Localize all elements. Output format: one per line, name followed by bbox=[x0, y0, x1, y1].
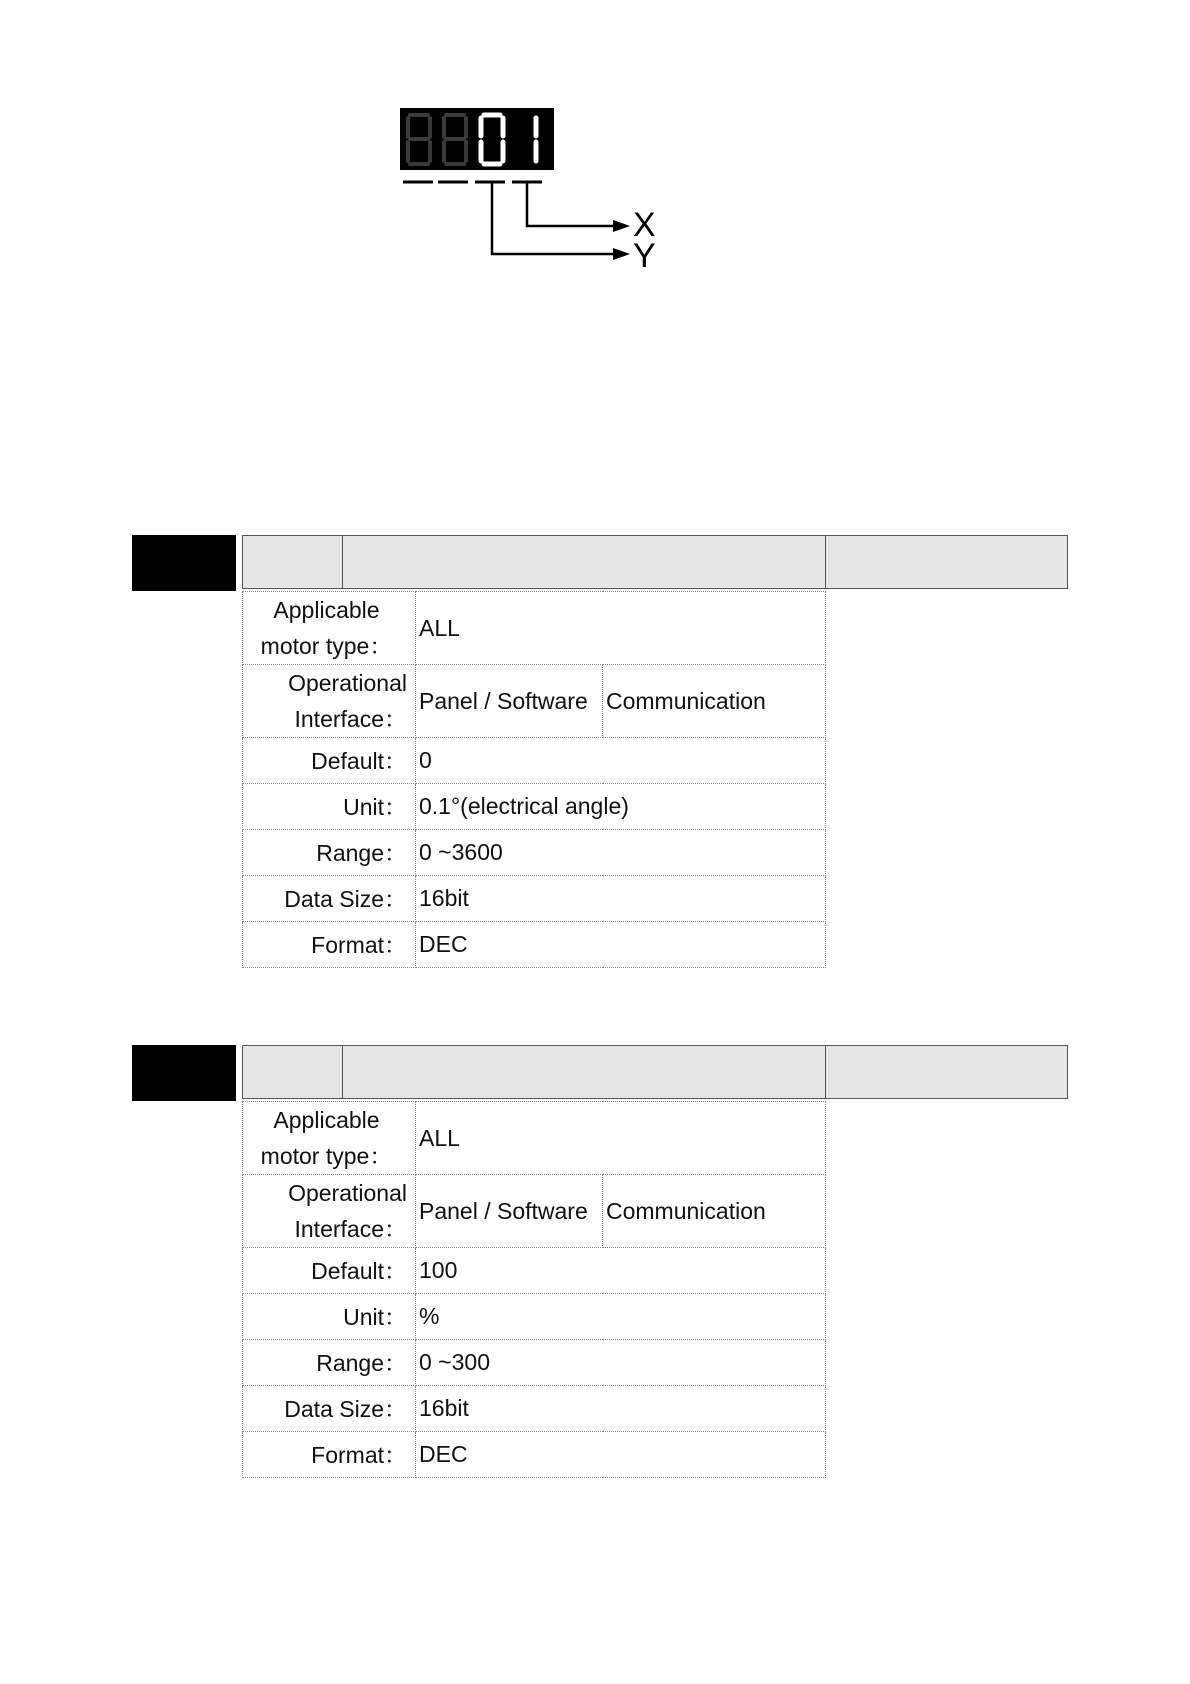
header-divider bbox=[825, 536, 826, 588]
range-value: 0 ~3600 bbox=[416, 830, 826, 876]
range-value: 0 ~300 bbox=[416, 1340, 826, 1386]
table-row bbox=[243, 1340, 826, 1386]
x-label: X bbox=[633, 206, 656, 244]
data-size-value: 16bit bbox=[416, 1386, 826, 1432]
label-line: motor type： bbox=[260, 1143, 393, 1169]
seven-segment-diagram bbox=[400, 108, 700, 268]
data-size-label: Data Size： bbox=[243, 1386, 416, 1432]
format-label: Format： bbox=[243, 922, 416, 968]
table-row bbox=[243, 922, 826, 968]
table-row bbox=[243, 1102, 826, 1175]
table-row bbox=[243, 592, 826, 665]
param-code-tab bbox=[132, 535, 236, 591]
format-value: DEC bbox=[416, 1432, 826, 1478]
y-arrow-head bbox=[613, 248, 630, 260]
param-header-bar bbox=[242, 535, 1068, 589]
x-arrow-head bbox=[613, 220, 630, 232]
motor-type-label bbox=[243, 1102, 416, 1175]
x-arrow bbox=[527, 182, 615, 226]
interface-communication: Communication bbox=[603, 1175, 826, 1248]
table-row bbox=[243, 1294, 826, 1340]
data-size-label: Data Size： bbox=[243, 876, 416, 922]
param-table bbox=[242, 591, 826, 968]
label-line: Applicable bbox=[273, 597, 380, 623]
label-line: Interface： bbox=[294, 1216, 407, 1242]
range-label: Range： bbox=[243, 830, 416, 876]
table-row bbox=[243, 784, 826, 830]
label-line: motor type： bbox=[260, 633, 393, 659]
param-header-bar bbox=[242, 1045, 1068, 1099]
interface-label bbox=[243, 665, 416, 738]
unit-label: Unit： bbox=[243, 1294, 416, 1340]
format-label: Format： bbox=[243, 1432, 416, 1478]
param-code-tab bbox=[132, 1045, 236, 1101]
table-row bbox=[243, 876, 826, 922]
header-divider bbox=[342, 1046, 343, 1098]
motor-type-value: ALL bbox=[416, 1102, 826, 1175]
unit-value: 0.1°(electrical angle) bbox=[416, 784, 826, 830]
interface-panel-software: Panel / Software bbox=[416, 1175, 603, 1248]
default-value: 0 bbox=[416, 738, 826, 784]
range-label: Range： bbox=[243, 1340, 416, 1386]
interface-label bbox=[243, 1175, 416, 1248]
table-row bbox=[243, 738, 826, 784]
default-label: Default： bbox=[243, 738, 416, 784]
table-row bbox=[243, 1386, 826, 1432]
format-value: DEC bbox=[416, 922, 826, 968]
y-arrow bbox=[492, 182, 615, 254]
data-size-value: 16bit bbox=[416, 876, 826, 922]
table-row bbox=[243, 1175, 826, 1248]
motor-type-label bbox=[243, 592, 416, 665]
default-value: 100 bbox=[416, 1248, 826, 1294]
label-line: Operational bbox=[288, 1180, 407, 1206]
interface-panel-software: Panel / Software bbox=[416, 665, 603, 738]
table-row bbox=[243, 1432, 826, 1478]
table-row bbox=[243, 830, 826, 876]
interface-communication: Communication bbox=[603, 665, 826, 738]
header-divider bbox=[825, 1046, 826, 1098]
y-label: Y bbox=[633, 237, 656, 268]
default-label: Default： bbox=[243, 1248, 416, 1294]
header-divider bbox=[342, 536, 343, 588]
unit-value: % bbox=[416, 1294, 826, 1340]
label-line: Operational bbox=[288, 670, 407, 696]
motor-type-value: ALL bbox=[416, 592, 826, 665]
unit-label: Unit： bbox=[243, 784, 416, 830]
table-row bbox=[243, 665, 826, 738]
label-line: Applicable bbox=[273, 1107, 380, 1133]
label-line: Interface： bbox=[294, 706, 407, 732]
table-row bbox=[243, 1248, 826, 1294]
param-table bbox=[242, 1101, 826, 1478]
